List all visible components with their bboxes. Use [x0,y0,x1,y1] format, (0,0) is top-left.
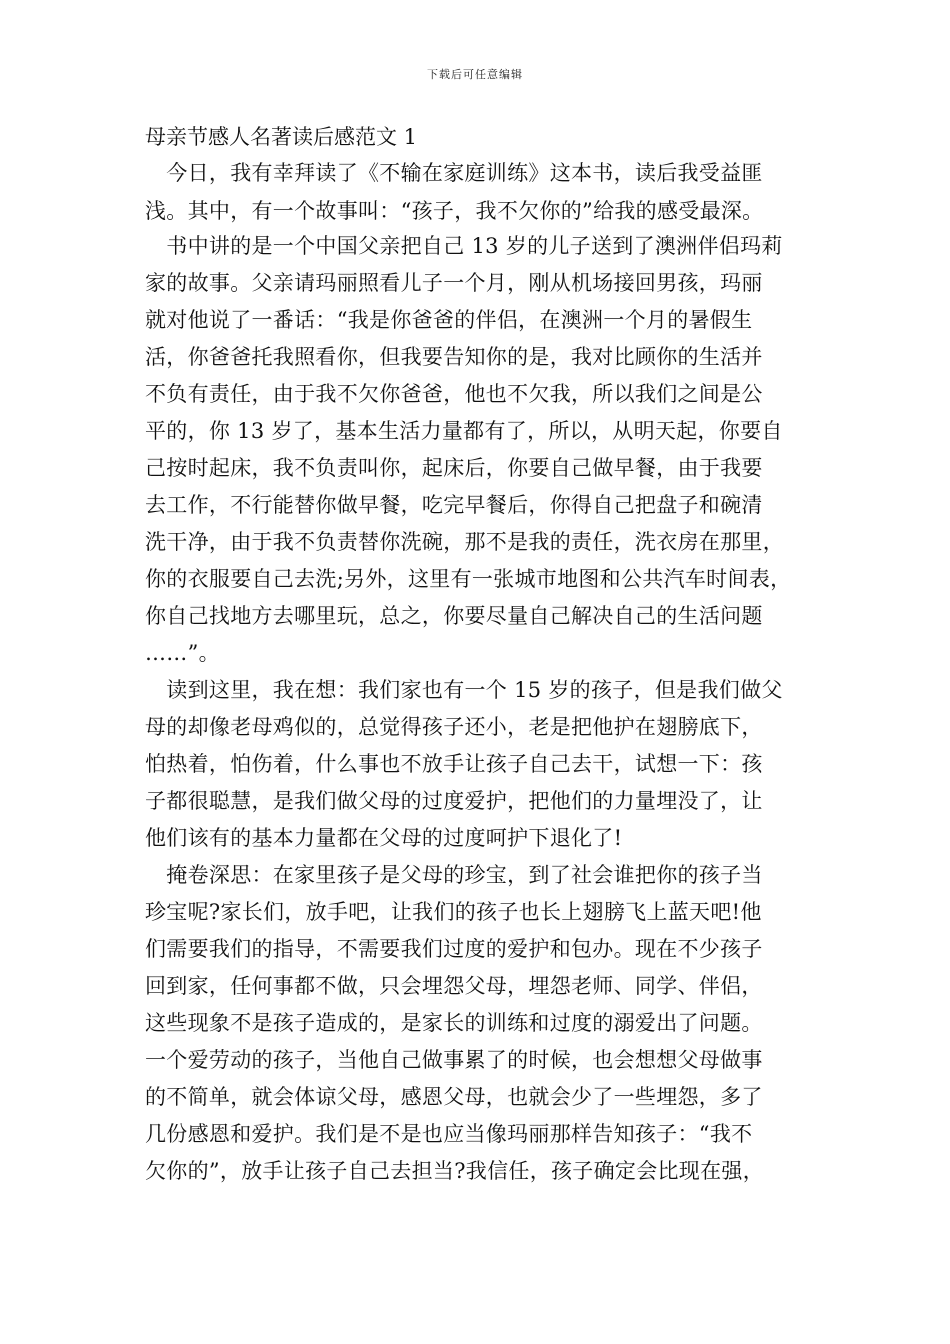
text-line: 就对他说了一番话：“我是你爸爸的伴侣，在澳洲一个月的暑假生 [145,308,753,332]
text-line: 你自己找地方去哪里玩，总之，你要尽量自己解决自己的生活问题 [145,604,763,628]
text-line: 掩卷深思：在家里孩子是父母的珍宝，到了社会谁把你的孩子当 [145,863,763,887]
text-line: 你的衣服要自己去洗;另外，这里有一张城市地图和公共汽车时间表， [145,567,792,591]
document-title: 母亲节感人名著读后感范文 1 [145,125,418,149]
text-line: 子都很聪慧，是我们做父母的过度爱护，把他们的力量埋没了，让 [145,789,763,813]
text-line: 家的故事。父亲请玛丽照看儿子一个月，刚从机场接回男孩，玛丽 [145,271,763,295]
text-line: 洗干净，由于我不负责替你洗碗，那不是我的责任，洗衣房在那里， [145,530,784,554]
text-line: 们需要我们的指导，不需要我们过度的爱护和包办。现在不少孩子 [145,937,763,961]
text-line: 去工作，不行能替你做早餐，吃完早餐后，你得自己把盘子和碗清 [145,493,763,517]
text-line: 今日，我有幸拜读了《不输在家庭训练》这本书，读后我受益匪 [145,161,763,185]
text-line: 读到这里，我在想：我们家也有一个 15 岁的孩子，但是我们做父 [145,678,783,702]
text-line: 这些现象不是孩子造成的，是家长的训练和过度的溺爱出了问题。 [145,1011,763,1035]
text-line: 不负有责任，由于我不欠你爸爸，他也不欠我，所以我们之间是公 [145,382,763,406]
text-line: 欠你的”，放手让孩子自己去担当?我信任，孩子确定会比现在强， [145,1159,764,1183]
text-line: 浅。其中，有一个故事叫：“孩子，我不欠你的”给我的感受最深。 [145,199,764,223]
text-line: 几份感恩和爱护。我们是不是也应当像玛丽那样告知孩子：“我不 [145,1122,753,1146]
text-line: 怕热着，怕伤着，什么事也不放手让孩子自己去干，试想一下：孩 [145,752,763,776]
text-line: 活，你爸爸托我照看你，但我要告知你的是，我对比顾你的生活并 [145,345,763,369]
text-line: 母的却像老母鸡似的，总觉得孩子还小，老是把他护在翅膀底下， [145,715,763,739]
text-line: 平的，你 13 岁了，基本生活力量都有了，所以，从明天起，你要自 [145,419,783,443]
header-note: 下载后可任意编辑 [427,68,523,81]
text-line: 珍宝呢?家长们，放手吧，让我们的孩子也长上翅膀飞上蓝天吧!他 [145,900,762,924]
text-line: ……”。 [145,641,220,665]
text-line: 一个爱劳动的孩子，当他自己做事累了的时候，也会想想父母做事 [145,1048,763,1072]
text-line: 的不简单，就会体谅父母，感恩父母，也就会少了一些埋怨，多了 [145,1085,763,1109]
text-line: 己按时起床，我不负责叫你，起床后，你要自己做早餐，由于我要 [145,456,763,480]
text-line: 回到家，任何事都不做，只会埋怨父母，埋怨老师、同学、伴侣， [145,974,763,998]
text-line: 他们该有的基本力量都在父母的过度呵护下退化了! [145,826,623,850]
text-line: 书中讲的是一个中国父亲把自己 13 岁的儿子送到了澳洲伴侣玛莉 [145,234,783,258]
